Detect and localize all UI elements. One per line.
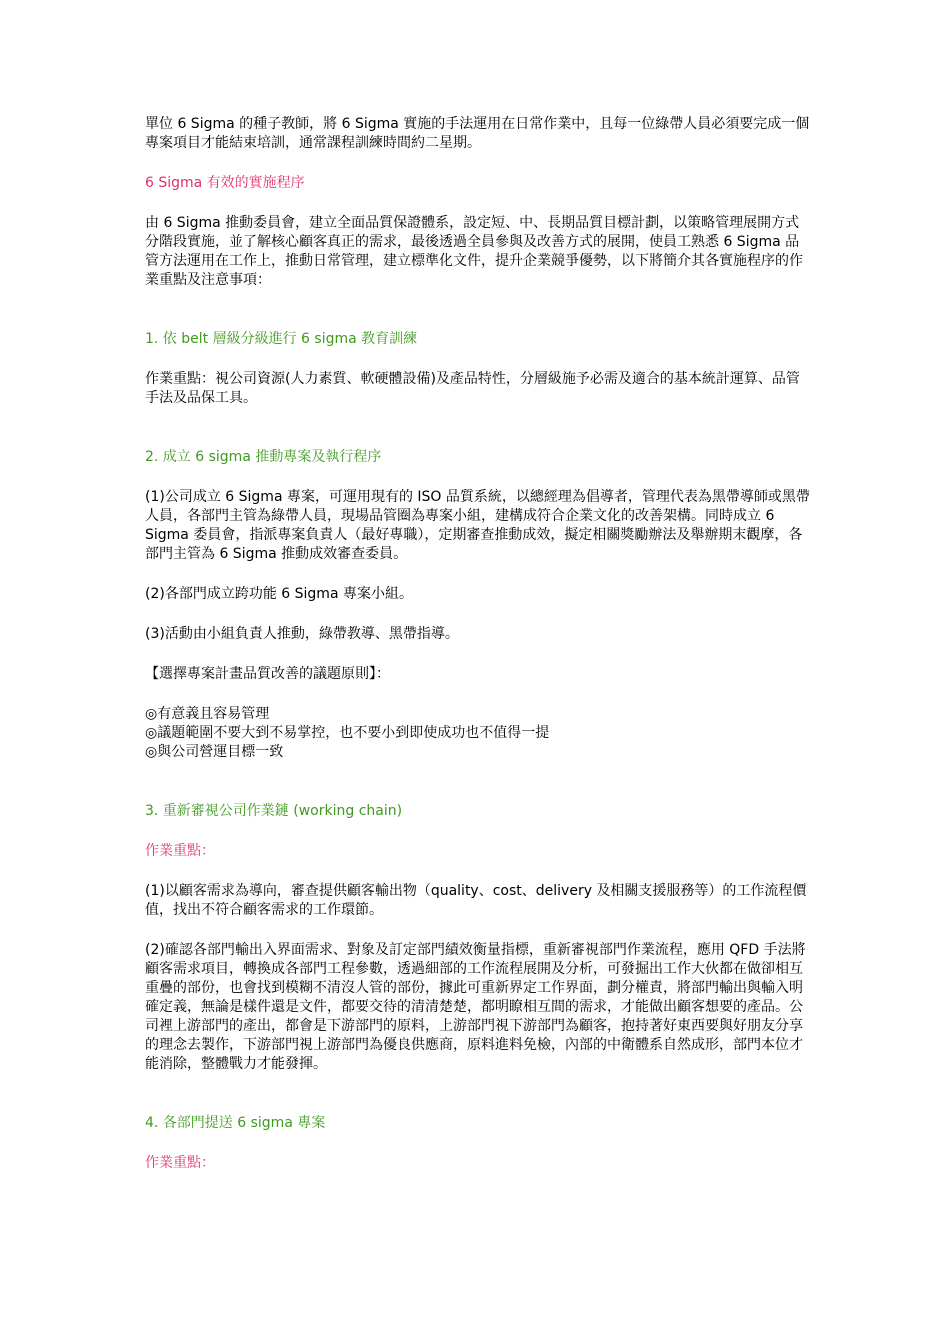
step1-heading: 1. 依 belt 層級分級進行 6 sigma 教育訓練 <box>145 331 418 347</box>
document-page <box>145 115 810 1194</box>
section-title: 6 Sigma 有效的實施程序 <box>145 175 305 191</box>
spacer <box>145 429 810 448</box>
step4-heading: 4. 各部門提送 6 sigma 專案 <box>145 1115 326 1131</box>
principles-list <box>145 705 810 762</box>
spacer <box>145 783 810 802</box>
step3-paragraph-1: (1)以顧客需求為導向，審查提供顧客輸出物（quality、cost、delivery 及相關支援服務等）的工作流程價值，找出不符合顧客需求的工作環節。 <box>145 883 807 918</box>
step4-label: 作業重點： <box>145 1155 215 1171</box>
step2-paragraph-2: (2)各部門成立跨功能 6 Sigma 專案小組。 <box>145 586 413 602</box>
step1-body: 作業重點：視公司資源(人力素質、軟硬體設備)及產品特性，分層級施予必需及適合的基本統計運算、品管手法及品保工具。 <box>145 371 800 406</box>
spacer <box>145 1095 810 1114</box>
step2-heading: 2. 成立 6 sigma 推動專案及執行程序 <box>145 449 382 465</box>
step2-paragraph-1: (1)公司成立 6 Sigma 專案，可運用現有的 ISO 品質系統，以總經理為倡導者，管理代表為黑帶導師或黑帶人員，各部門主管為綠帶人員，現場品管圈為專案小組，建構成符合企業文化的改善架構。同時成立 6 Sigma 委員會，指派專案負責人（最好專職），定期審查推動成效，擬定相關獎勵辦法及舉辦期末觀摩，各部門主管為 6 Sigma 推動成效審查委員。 <box>145 489 810 562</box>
principle-item: ◎與公司營運目標一致 <box>145 744 284 760</box>
step3-label: 作業重點： <box>145 843 215 859</box>
principle-item: ◎議題範圍不要大到不易掌控，也不要小到即使成功也不值得一提 <box>145 725 550 741</box>
step2-paragraph-3: (3)活動由小組負責人推動，綠帶教導、黑帶指導。 <box>145 626 459 642</box>
section-intro-paragraph: 由 6 Sigma 推動委員會，建立全面品質保證體系，設定短、中、長期品質目標計劃，以策略管理展開方式分階段實施，並了解核心顧客真正的需求，最後透過全員參與及改善方式的展開，使員工熟悉 6 Sigma 品管方法運用在工作上，推動日常管理，建立標準化文件，提升企業競爭優勢，以下將簡介其各實施程序的作業重點及注意事項： <box>145 215 803 288</box>
intro-paragraph: 單位 6 Sigma 的種子教師，將 6 Sigma 實施的手法運用在日常作業中，且每一位綠帶人員必須要完成一個專案項目才能結束培訓，通常課程訓練時間約二星期。 <box>145 116 810 151</box>
step3-paragraph-2: (2)確認各部門輸出入界面需求、對象及訂定部門績效衡量指標，重新審視部門作業流程，應用 QFD 手法將顧客需求項目，轉換成各部門工程參數，透過細部的工作流程展開及分析，可發掘出工作大伙都在做卻相互重疊的部份，也會找到模糊不清沒人管的部份，據此可重新界定工作界面，劃分權責，將部門輸出與輸入明確定義，無論是樣件還是文件，都要交待的清清楚楚，都明瞭相互間的需求，才能做出顧客想要的產品。公司裡上游部門的產出，都會是下游部門的原料，上游部門視下游部門為顧客，抱持著好東西要與好朋友分享的理念去製作，下游部門視上游部門為優良供應商，原料進料免檢，內部的中衛體系自然成形，部門本位才能消除，整體戰力才能發揮。 <box>145 942 806 1072</box>
principles-title: 【選擇專案計畫品質改善的議題原則】： <box>145 666 390 682</box>
spacer <box>145 311 810 330</box>
principle-item: ◎有意義且容易管理 <box>145 706 270 722</box>
step3-heading: 3. 重新審視公司作業鏈 (working chain) <box>145 803 403 819</box>
